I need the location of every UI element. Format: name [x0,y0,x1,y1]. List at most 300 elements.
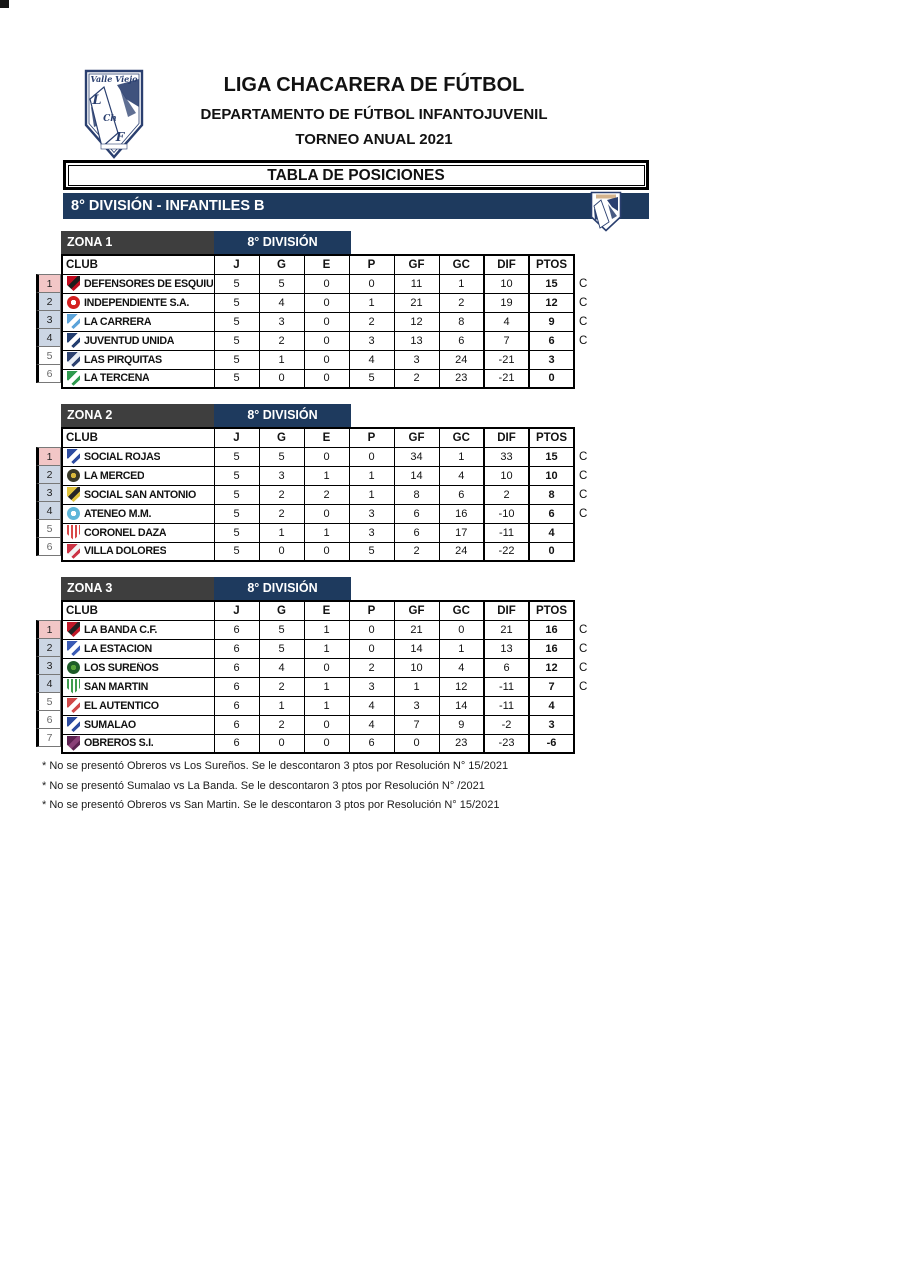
stat-g: 3 [259,312,304,331]
column-header-dif: DIF [484,428,529,447]
stat-gf: 2 [394,369,439,388]
stat-ptos: 15 [529,274,574,293]
stat-p: 3 [349,523,394,542]
position-number: 4 [36,328,61,347]
stat-gc: 14 [439,696,484,715]
stat-g: 5 [259,447,304,466]
stat-e: 1 [304,466,349,485]
club-name: EL AUTENTICO [84,699,159,712]
stat-dif: -21 [484,369,529,388]
club-name: LA BANDA C.F. [84,623,158,636]
stat-ptos: 6 [529,504,574,523]
table-row [62,696,574,715]
stat-e: 1 [304,620,349,639]
stat-j: 6 [214,658,259,677]
zone-main [36,600,587,754]
column-header-club: CLUB [62,428,214,447]
stat-e: 0 [304,734,349,753]
stat-gc: 12 [439,677,484,696]
stat-gc: 23 [439,369,484,388]
table-row [62,447,574,466]
standings-table [61,600,575,754]
zone-division-label: 8° DIVISIÓN [214,577,351,600]
club-crest-icon [67,371,80,386]
stat-dif: 19 [484,293,529,312]
club-crest-icon [67,679,80,694]
standings-table [61,254,575,389]
stat-dif: -10 [484,504,529,523]
stat-gf: 7 [394,715,439,734]
stat-e: 1 [304,639,349,658]
stat-e: 0 [304,293,349,312]
clasificado-flag: C [579,297,588,309]
stat-dif: -21 [484,350,529,369]
stat-e: 0 [304,350,349,369]
crest-banner-text: Valle Viejo [90,74,138,84]
stat-e: 0 [304,542,349,561]
club-crest-icon [67,544,80,559]
column-header-e: E [304,428,349,447]
stat-gc: 2 [439,293,484,312]
stat-j: 5 [214,369,259,388]
position-number: 4 [36,674,61,693]
liga-crest-small [590,191,622,232]
club-crest-icon [67,507,80,520]
clasificado-flag [575,735,587,754]
club-crest-icon [67,276,80,291]
club-name: SUMALAO [84,718,136,731]
tournament-subtitle: TORNEO ANUAL 2021 [295,131,453,148]
club-name: LA ESTACION [84,642,152,655]
stat-g: 0 [259,369,304,388]
clasificado-flag [575,716,587,735]
club-crest-icon [67,333,80,348]
column-header-club: CLUB [62,601,214,620]
table-row [62,504,574,523]
stat-gc: 4 [439,466,484,485]
table-row [62,715,574,734]
clasificado-flag [575,543,587,562]
club-crest-icon [67,622,80,637]
stat-g: 5 [259,274,304,293]
column-header-g: G [259,428,304,447]
stat-e: 0 [304,658,349,677]
table-row [62,639,574,658]
position-number: 6 [36,537,61,556]
table-row [62,350,574,369]
stat-p: 3 [349,331,394,350]
column-header-p: P [349,428,394,447]
stat-ptos: 4 [529,696,574,715]
table-row [62,677,574,696]
zone-table [36,231,587,389]
crest-letter-l: L [92,93,102,108]
position-column [36,600,61,747]
stat-p: 3 [349,677,394,696]
stat-gc: 6 [439,331,484,350]
stat-gc: 23 [439,734,484,753]
stat-gc: 8 [439,312,484,331]
stat-dif: -22 [484,542,529,561]
clasificado-flag: C [579,662,588,674]
clasificado-flag: C [579,681,588,693]
stat-j: 5 [214,350,259,369]
stat-gc: 1 [439,274,484,293]
stat-dif: 6 [484,658,529,677]
stat-e: 0 [304,504,349,523]
classified-column [575,600,587,754]
column-header-g: G [259,255,304,274]
table-row [62,620,574,639]
stat-dif: -11 [484,523,529,542]
table-row [62,466,574,485]
column-header-ptos: PTOS [529,428,574,447]
stat-g: 5 [259,620,304,639]
stat-ptos: 15 [529,447,574,466]
stat-gc: 24 [439,542,484,561]
club-name: CORONEL DAZA [84,526,167,539]
stat-gf: 3 [394,350,439,369]
position-number: 6 [36,364,61,383]
stat-g: 5 [259,639,304,658]
clasificado-flag: C [579,316,588,328]
stat-gf: 2 [394,542,439,561]
zone-header [61,577,587,600]
stat-p: 1 [349,485,394,504]
stat-gf: 14 [394,466,439,485]
stat-e: 0 [304,447,349,466]
stat-g: 4 [259,658,304,677]
stat-p: 0 [349,447,394,466]
stat-gf: 12 [394,312,439,331]
stat-e: 0 [304,274,349,293]
position-number: 2 [36,465,61,484]
position-column [36,427,61,556]
position-number: 2 [36,638,61,657]
position-number: 3 [36,483,61,502]
clasificado-flag: C [579,451,588,463]
stat-gf: 14 [394,639,439,658]
stat-j: 5 [214,293,259,312]
column-header-gf: GF [394,428,439,447]
stat-g: 0 [259,734,304,753]
club-name: LA MERCED [84,469,145,482]
club-crest-icon [67,352,80,367]
stat-p: 6 [349,734,394,753]
position-number: 1 [36,447,61,466]
column-header-row [62,601,574,620]
stat-dif: -11 [484,696,529,715]
position-number: 5 [36,692,61,711]
column-header-j: J [214,255,259,274]
club-name: LA CARRERA [84,315,152,328]
stat-ptos: 9 [529,312,574,331]
stat-dif: 2 [484,485,529,504]
stat-j: 5 [214,447,259,466]
zone-name-label: ZONA 3 [61,577,214,600]
clasificado-flag [575,370,587,389]
stat-g: 1 [259,523,304,542]
position-number: 1 [36,274,61,293]
stat-gf: 1 [394,677,439,696]
clasificado-flag [575,351,587,370]
stat-j: 5 [214,312,259,331]
footnote: * No se presentó Obreros vs Los Sureños. Se le descontaron 3 ptos por Resolución N° 15/2021 [42,760,509,772]
crest-letter-ch: Ch [103,114,117,124]
stat-ptos: 16 [529,620,574,639]
club-name: SOCIAL SAN ANTONIO [84,488,196,501]
column-header-gf: GF [394,601,439,620]
stat-g: 4 [259,293,304,312]
stat-dif: 13 [484,639,529,658]
column-header-gc: GC [439,255,484,274]
zone-main [36,427,587,562]
club-crest-icon [67,717,80,732]
table-row [62,542,574,561]
stat-ptos: 16 [529,639,574,658]
clasificado-flag: C [579,489,588,501]
club-crest-icon [67,641,80,656]
stat-gf: 21 [394,293,439,312]
stat-ptos: 6 [529,331,574,350]
stat-j: 6 [214,620,259,639]
stat-gc: 1 [439,447,484,466]
department-subtitle: DEPARTAMENTO DE FÚTBOL INFANTOJUVENIL [200,106,548,123]
club-name: JUVENTUD UNIDA [84,334,175,347]
stat-ptos: 12 [529,658,574,677]
club-crest-icon [67,314,80,329]
stat-j: 6 [214,639,259,658]
stat-j: 6 [214,715,259,734]
zone-table [36,577,587,754]
club-crest-icon [67,487,80,502]
table-row [62,331,574,350]
stat-p: 5 [349,542,394,561]
column-header-j: J [214,601,259,620]
stat-p: 1 [349,466,394,485]
column-header-ptos: PTOS [529,601,574,620]
stat-gc: 6 [439,485,484,504]
stat-gc: 17 [439,523,484,542]
column-header-j: J [214,428,259,447]
zone-header [61,231,587,254]
club-name: DEFENSORES DE ESQUIU [84,277,214,290]
club-name: VILLA DOLORES [84,545,167,558]
position-number: 4 [36,501,61,520]
stat-e: 2 [304,485,349,504]
stat-e: 0 [304,331,349,350]
zone-main [36,254,587,389]
crest-letter-f: F [115,130,125,144]
position-column [36,254,61,383]
stat-p: 4 [349,350,394,369]
stat-g: 2 [259,677,304,696]
club-crest-icon [67,449,80,464]
stat-g: 3 [259,466,304,485]
stat-dif: 33 [484,447,529,466]
stat-gf: 21 [394,620,439,639]
stat-ptos: 3 [529,715,574,734]
stat-j: 5 [214,466,259,485]
stat-j: 5 [214,485,259,504]
stat-p: 0 [349,274,394,293]
stat-gc: 0 [439,620,484,639]
club-crest-icon [67,525,80,540]
stat-p: 4 [349,696,394,715]
club-name: LA TERCENA [84,372,150,385]
division-banner-label: 8° DIVISIÓN - INFANTILES B [71,198,265,214]
stat-j: 5 [214,542,259,561]
column-header-gc: GC [439,601,484,620]
club-crest-icon [67,296,80,309]
zone-name-label: ZONA 2 [61,404,214,427]
zone-name-label: ZONA 1 [61,231,214,254]
stat-j: 5 [214,331,259,350]
column-header-gc: GC [439,428,484,447]
club-name: INDEPENDIENTE S.A. [84,296,190,309]
classified-column [575,427,587,562]
stat-ptos: 8 [529,485,574,504]
stat-gf: 34 [394,447,439,466]
stat-p: 2 [349,658,394,677]
footnote: * No se presentó Obreros vs San Martin. Se le descontaron 3 ptos por Resolución N° 15/2021 [42,799,500,811]
table-title: TABLA DE POSICIONES [267,166,445,184]
stat-gf: 8 [394,485,439,504]
stat-ptos: 4 [529,523,574,542]
position-number: 3 [36,310,61,329]
stat-dif: 7 [484,331,529,350]
stat-p: 0 [349,639,394,658]
stat-gf: 6 [394,504,439,523]
stat-p: 5 [349,369,394,388]
clasificado-flag: C [579,278,588,290]
stat-p: 0 [349,620,394,639]
stat-ptos: 7 [529,677,574,696]
stat-gf: 0 [394,734,439,753]
table-row [62,274,574,293]
stat-j: 5 [214,504,259,523]
stat-gf: 13 [394,331,439,350]
stat-dif: 21 [484,620,529,639]
column-header-e: E [304,255,349,274]
club-name: ATENEO M.M. [84,507,152,520]
stat-ptos: 3 [529,350,574,369]
stat-gc: 16 [439,504,484,523]
clasificado-flag: C [579,470,588,482]
league-title: LIGA CHACARERA DE FÚTBOL [223,74,525,96]
column-header-g: G [259,601,304,620]
footnote: * No se presentó Sumalao vs La Banda. Se le descontaron 3 ptos por Resolución N° /2021 [42,779,485,792]
clasificado-flag: C [579,335,588,347]
stat-dif: -2 [484,715,529,734]
stat-j: 6 [214,677,259,696]
clasificado-flag [575,697,587,716]
stat-g: 0 [259,542,304,561]
stat-p: 1 [349,293,394,312]
stat-g: 2 [259,504,304,523]
stat-gf: 11 [394,274,439,293]
position-number: 5 [36,519,61,538]
stat-dif: -23 [484,734,529,753]
classified-column [575,254,587,389]
stat-gf: 6 [394,523,439,542]
stat-dif: -11 [484,677,529,696]
club-crest-icon [67,661,80,674]
stat-gc: 9 [439,715,484,734]
club-crest-icon [67,736,80,751]
stat-ptos: 0 [529,369,574,388]
club-name: LOS SUREÑOS [84,661,159,674]
stat-g: 2 [259,331,304,350]
column-header-row [62,255,574,274]
stat-e: 0 [304,715,349,734]
stat-p: 2 [349,312,394,331]
column-header-club: CLUB [62,255,214,274]
stat-j: 5 [214,523,259,542]
column-header-gf: GF [394,255,439,274]
table-row [62,312,574,331]
stat-e: 0 [304,369,349,388]
column-header-dif: DIF [484,601,529,620]
footnotes [42,760,508,819]
stat-dif: 4 [484,312,529,331]
stat-ptos: -6 [529,734,574,753]
table-row [62,523,574,542]
clasificado-flag: C [579,624,588,636]
stat-gc: 24 [439,350,484,369]
stat-p: 4 [349,715,394,734]
stat-j: 6 [214,696,259,715]
stat-e: 1 [304,677,349,696]
club-crest-icon [67,698,80,713]
standings-table [61,427,575,562]
clasificado-flag: C [579,643,588,655]
stat-e: 0 [304,312,349,331]
column-header-row [62,428,574,447]
column-header-ptos: PTOS [529,255,574,274]
club-name: OBREROS S.I. [84,737,154,750]
stat-gf: 3 [394,696,439,715]
club-crest-icon [67,469,80,482]
stat-g: 1 [259,696,304,715]
stat-p: 3 [349,504,394,523]
stat-e: 1 [304,696,349,715]
stat-gc: 4 [439,658,484,677]
position-number: 6 [36,710,61,729]
column-header-p: P [349,601,394,620]
table-row [62,734,574,753]
table-row [62,369,574,388]
table-row [62,485,574,504]
zone-header [61,404,587,427]
position-number: 7 [36,728,61,747]
stat-ptos: 12 [529,293,574,312]
zone-table [36,404,587,562]
clasificado-flag: C [579,508,588,520]
stat-dif: 10 [484,466,529,485]
position-number: 3 [36,656,61,675]
stat-g: 1 [259,350,304,369]
stat-e: 1 [304,523,349,542]
position-number: 2 [36,292,61,311]
club-name: SOCIAL ROJAS [84,450,161,463]
position-number: 1 [36,620,61,639]
table-row [62,293,574,312]
column-header-dif: DIF [484,255,529,274]
position-number: 5 [36,346,61,365]
stat-gc: 1 [439,639,484,658]
stat-j: 5 [214,274,259,293]
